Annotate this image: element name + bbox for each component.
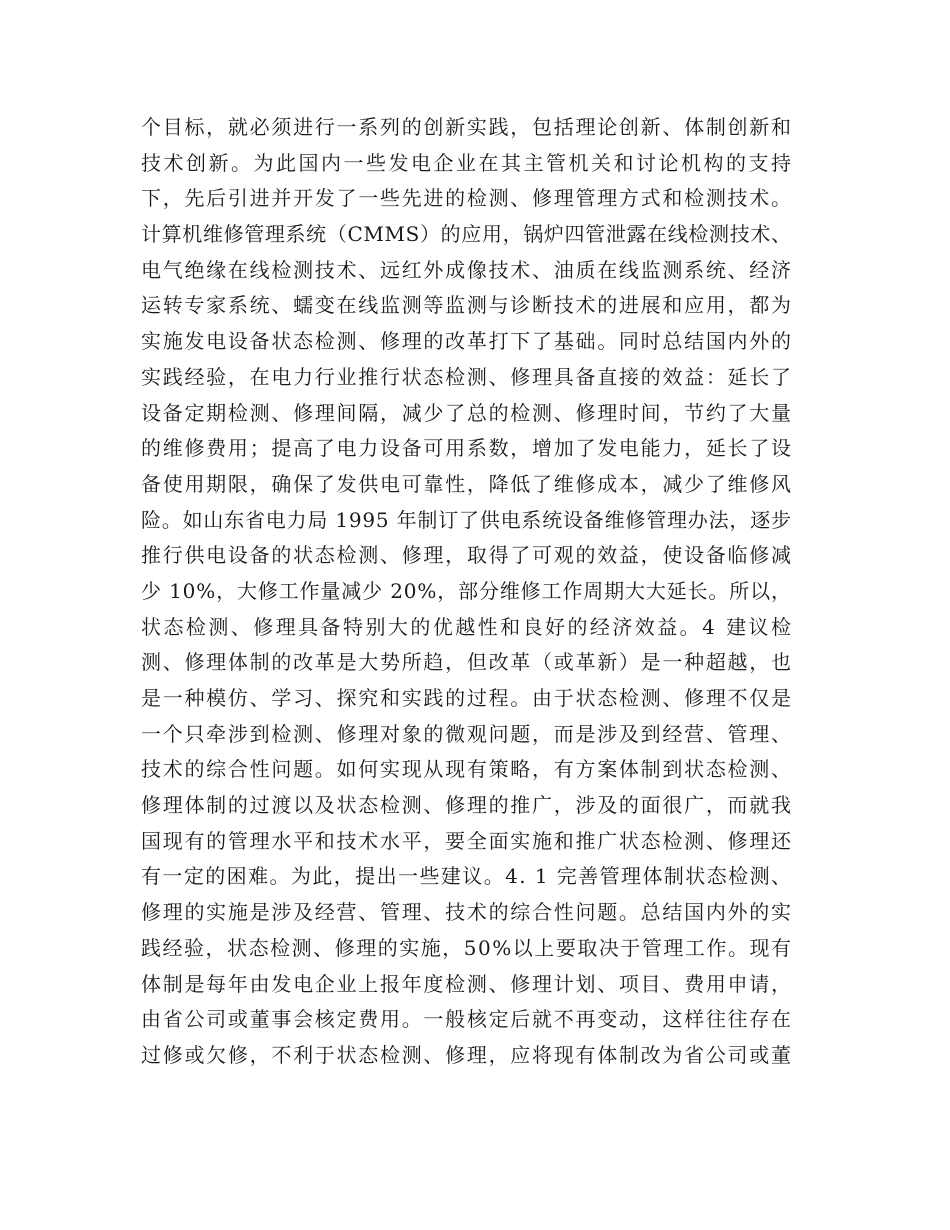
text-line: 备使用期限，确保了发供电可靠性，降低了维修成本，减少了维修风 [141,471,793,496]
text-line: 技术创新。为此国内一些发电企业在其主管机关和讨论机构的支持 [141,150,794,175]
text-line: 是一种模仿、学习、探究和实践的过程。由于状态检测、修理不仅是 [141,686,793,710]
text-line: 设备定期检测、修理间隔，减少了总的检测、修理时间，节约了大量 [141,400,793,425]
text-line: 实践经验，在电力行业推行状态检测、修理具备直接的效益：延长了 [141,364,793,389]
text-line: 险。如山东省电力局 1995 年制订了供电系统设备维修管理办法，逐步 [141,507,792,532]
text-line: 修理的实施是涉及经营、管理、技术的综合性问题。总结国内外的实 [141,900,793,925]
text-line: 技术的综合性问题。如何实现从现有策略，有方案体制到状态检测、 [141,757,793,782]
text-line: 修理体制的过渡以及状态检测、修理的推广，涉及的面很广，而就我 [141,793,793,818]
text-line: 践经验，状态检测、修理的实施，50%以上要取决于管理工作。现有 [141,935,793,960]
text-line: 少 10%，大修工作量减少 20%，部分维修工作周期大大延长。所以， [141,578,792,603]
text-line: 电气绝缘在线检测技术、远红外成像技术、油质在线监测系统、经济 [141,257,793,282]
text-line: 推行供电设备的状态检测、修理，取得了可观的效益，使设备临修减 [141,543,793,568]
text-line: 一个只牵涉到检测、修理对象的微观问题，而是涉及到经营、管理、 [141,721,793,746]
text-line: 计算机维修管理系统（CMMS）的应用，锅炉四管泄露在线检测技术、 [141,222,792,247]
text-line: 个目标，就必须进行一系列的创新实践，包括理论创新、体制创新和 [141,115,793,139]
text-line: 下，先后引进并开发了一些先进的检测、修理管理方式和检测技术。 [141,186,793,211]
text-line: 状态检测、修理具备特别大的优越性和良好的经济效益。4 建议检 [141,614,794,639]
text-line: 运转专家系统、蠕变在线监测等监测与诊断技术的进展和应用，都为 [141,293,793,318]
body-text [141,110,821,1074]
text-line: 测、修理体制的改革是大势所趋，但改革（或革新）是一种超越，也 [141,650,793,675]
text-line: 的维修费用；提高了电力设备可用系数，增加了发电能力，延长了设 [141,436,793,461]
text-line: 体制是每年由发电企业上报年度检测、修理计划、项目、费用申请， [141,971,793,996]
text-line: 过修或欠修，不利于状态检测、修理，应将现有体制改为省公司或董 [141,1042,793,1067]
text-line: 国现有的管理水平和技术水平，要全面实施和推广状态检测、修理还 [141,828,793,853]
text-line: 实施发电设备状态检测、修理的改革打下了基础。同时总结国内外的 [141,329,793,354]
text-line: 有一定的困难。为此，提出一些建议。4. 1 完善管理体制状态检测、 [141,864,793,889]
text-line: 由省公司或董事会核定费用。一般核定后就不再变动，这样往往存在 [141,1007,793,1032]
